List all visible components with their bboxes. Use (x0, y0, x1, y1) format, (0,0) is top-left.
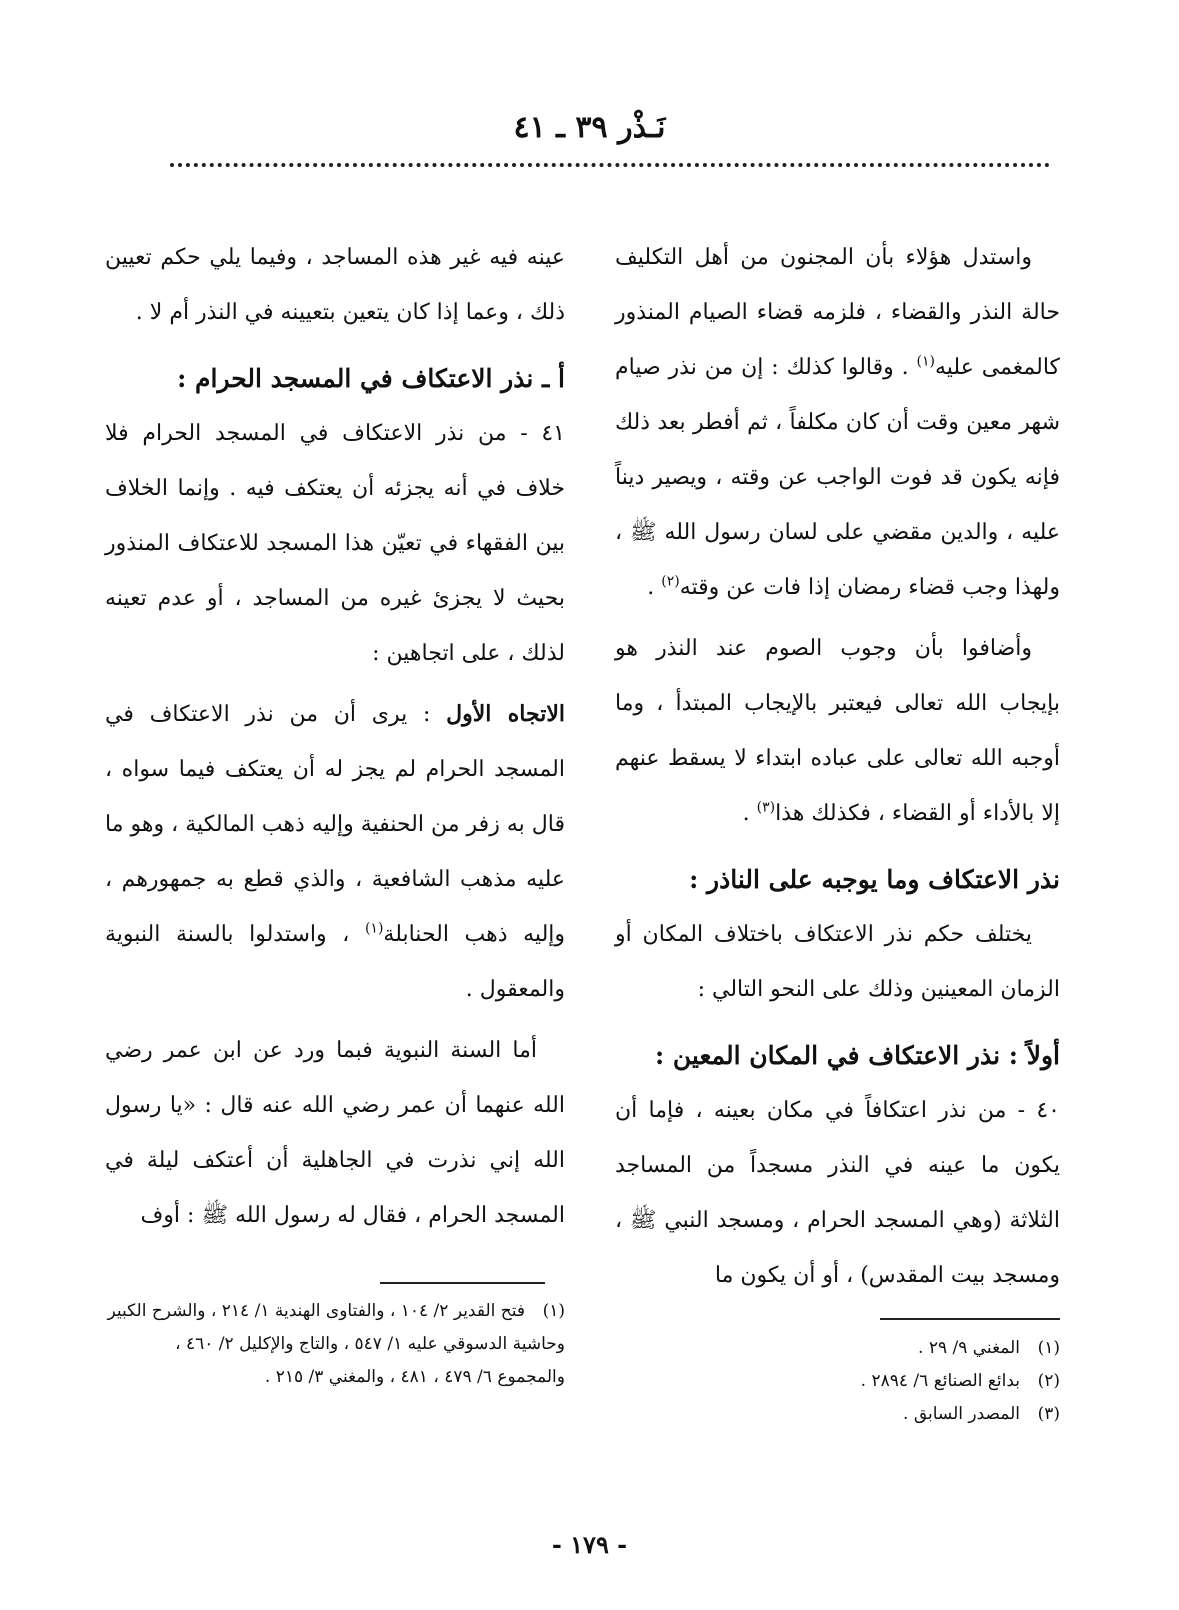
header-divider (170, 163, 1050, 167)
paragraph-text: . وقالوا كذلك : إن من نذر صيام شهر معين وقت أن كان مكلفاً ، ثم أفطر بعد ذلك فإنه يكون قد فوت الواجب عن وقته ، ويصير ديناً عليه ، والدين مقضي على لسان رسول الله ﷺ ، ولهذا وجب قضاء رمضان إذا فات عن وقته (615, 355, 1060, 600)
footnote-divider (380, 1282, 545, 1284)
right-column (615, 230, 1060, 1309)
footnote (105, 1295, 565, 1394)
footnotes-right (615, 1332, 1060, 1431)
paragraph-lead: الاتجاه الأول (446, 701, 565, 727)
paragraph-text: : يرى أن من نذر الاعتكاف في المسجد الحرام لم يجز له أن يعتكف فيما سواه ، قال به زفر من الحنفية وإليه ذهب المالكية ، وهو ما عليه مذهب الشافعية ، والذي قطع به جمهورهم ، وإليه ذهب الحنابلة (105, 702, 566, 947)
footnote-number: (٣) (1037, 1404, 1060, 1424)
footnote-number: (٢) (1037, 1371, 1060, 1391)
footnote-number: (١) (542, 1301, 565, 1321)
footnote-text: المصدر السابق . (903, 1404, 1020, 1424)
footnote-divider (880, 1318, 1060, 1320)
paragraph (105, 687, 565, 1017)
footnote (615, 1365, 1060, 1398)
paragraph-text: ، واستدلوا بالسنة النبوية والمعقول . (105, 922, 565, 1002)
section-heading: أولاً : نذر الاعتكاف في المكان المعين : (654, 1041, 1060, 1070)
footnote-ref: (٣) (756, 799, 776, 816)
paragraph (615, 621, 1060, 841)
footnote-ref: (٢) (661, 573, 680, 590)
footnote (615, 1398, 1060, 1431)
paragraph: عينه فيه غير هذه المساجد ، وفيما يلي حكم تعيين ذلك ، وعما إذا كان يتعين بتعيينه في النذر أم لا . (105, 245, 565, 325)
section-heading: أ ـ نذر الاعتكاف في المسجد الحرام : (177, 364, 565, 393)
paragraph: يختلف حكم نذر الاعتكاف باختلاف المكان أو الزمان المعينين وذلك على النحو التالي : (615, 922, 1060, 1002)
paragraph-text: وأضافوا بأن وجوب الصوم عند النذر هو بإيجاب الله تعالى فيعتبر بالإيجاب المبتدأ ، وما أوجبه الله تعالى على عباده ابتداء لا يسقط عنهم إلا بالأداء أو القضاء ، فكذلك هذا (615, 636, 1060, 826)
section-heading: نذر الاعتكاف وما يوجبه على الناذر : (689, 865, 1060, 894)
paragraph-text: . (742, 801, 757, 826)
paragraph-text: واستدل هؤلاء بأن المجنون من أهل التكليف حالة النذر والقضاء ، فلزمه قضاء الصيام المنذور كالمغمى عليه (615, 245, 1060, 380)
footnote-text: فتح القدير ٢/ ١٠٤ ، والفتاوى الهندية ١/ ٢١٤ ، والشرح الكبير وحاشية الدسوقي عليه ١/ ٥٤٧ ، والتاج والإكليل ٢/ ٤٦٠ ، والمجموع ٦/ ٤٧٩ ، ٤٨١ ، والمغني ٣/ ٢١٥ . (107, 1301, 565, 1387)
page-header: نَـذْر ٣٩ ـ ٤١ (513, 110, 666, 145)
page-number: - ١٧٩ - (551, 1530, 628, 1559)
paragraph (615, 230, 1060, 615)
footnote-text: بدائع الصنائع ٦/ ٢٨٩٤ . (860, 1371, 1020, 1391)
footnote-ref: (١) (916, 353, 935, 370)
footnote-ref: (١) (364, 920, 384, 937)
paragraph: أما السنة النبوية فبما ورد عن ابن عمر رضي الله عنهما أن عمر رضي الله عنه قال : «يا رسول الله إني نذرت في الجاهلية أن أعتكف ليلة في المسجد الحرام ، فقال له رسول الله ﷺ : أوف (105, 1038, 565, 1228)
paragraph: ٤١ - من نذر الاعتكاف في المسجد الحرام فلا خلاف في أنه يجزئه أن يعتكف فيه . وإنما الخلاف بين الفقهاء في تعيّن هذا المسجد للاعتكاف المنذور بحيث لا يجزئ غيره من المساجد ، أو عدم تعينه لذلك ، على اتجاهين : (105, 421, 565, 666)
paragraph-text: . (647, 575, 662, 600)
footnotes-left (105, 1295, 565, 1394)
footnote (615, 1332, 1060, 1365)
footnote-text: المغني ٩/ ٢٩ . (918, 1338, 1020, 1358)
footnote-number: (١) (1037, 1338, 1060, 1358)
left-column (105, 230, 565, 1249)
paragraph: ٤٠ - من نذر اعتكافاً في مكان بعينه ، فإما أن يكون ما عينه في النذر مسجداً من المساجد الثلاثة (وهي المسجد الحرام ، ومسجد النبي ﷺ ، ومسجد بيت المقدس) ، أو أن يكون ما (615, 1098, 1060, 1288)
